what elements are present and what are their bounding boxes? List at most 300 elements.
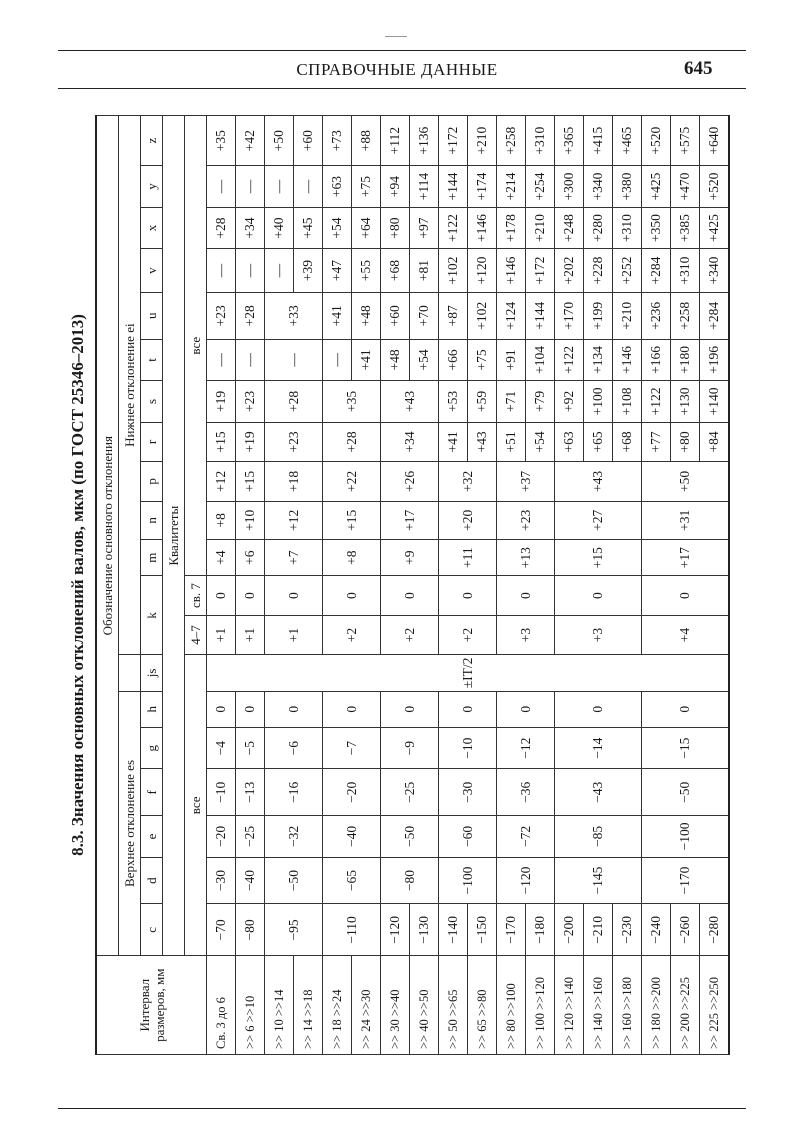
cell-t: +196 [700,339,730,381]
cell-c: −280 [700,904,730,956]
cell-v: — [265,249,294,293]
cell-u: +33 [265,292,323,339]
column-letter-g: g [141,727,163,769]
cell-s: +71 [497,381,526,423]
cell-v: +146 [497,249,526,293]
cell-k7: 0 [236,576,265,615]
cell-y: +254 [526,166,555,208]
cell-x: +146 [468,207,497,249]
cell-h: 0 [265,691,323,727]
cell-y: +144 [439,166,468,208]
cell-r: +80 [671,422,700,461]
cell-p: +50 [642,462,730,501]
column-letter-p: p [141,462,163,501]
cell-g: −12 [497,727,555,769]
column-letter-c: c [141,904,163,956]
cell-v: +202 [555,249,584,293]
page-number: 645 [684,58,713,79]
cell-r: +68 [613,422,642,461]
column-letter-e: e [141,816,163,858]
cell-c: −120 [381,904,410,956]
grades-all-upper: все [185,655,207,956]
table-row [207,116,236,1055]
column-letter-js: js [141,655,163,691]
cell-t: +91 [497,339,526,381]
cell-r: +51 [497,422,526,461]
column-letter-y: y [141,166,163,208]
cell-g: −7 [323,727,381,769]
cell-x: +385 [671,207,700,249]
cell-z: +640 [700,116,730,166]
cell-y: +470 [671,166,700,208]
cell-c: −210 [584,904,613,956]
cell-x: +350 [642,207,671,249]
cell-n: +15 [323,501,381,539]
cell-z: +112 [381,116,410,166]
cell-s: +53 [439,381,468,423]
cell-f: −20 [323,769,381,816]
grades-all-lower: все [185,116,207,576]
cell-u: +144 [526,292,555,339]
cell-c: −240 [642,904,671,956]
cell-u: +170 [555,292,584,339]
cell-x: +210 [526,207,555,249]
cell-s: +122 [642,381,671,423]
cell-z: +465 [613,116,642,166]
table-row [236,116,265,1055]
cell-r: +43 [468,422,497,461]
cell-r: +28 [323,422,381,461]
cell-v: +284 [642,249,671,293]
cell-u: +102 [468,292,497,339]
cell-v: +81 [410,249,439,293]
cell-x: +45 [294,207,323,249]
cell-r: +77 [642,422,671,461]
interval-cell: >> 40 >>50 [410,956,439,1055]
cell-y: — [236,166,265,208]
cell-m: +13 [497,540,555,576]
cell-t: — [265,339,323,381]
cell-k7: 0 [439,576,497,615]
cell-d: −120 [497,857,555,904]
cell-z: +415 [584,116,613,166]
cell-e: −100 [642,816,730,858]
cell-v: +252 [613,249,642,293]
cell-t: +134 [584,339,613,381]
cell-n: +17 [381,501,439,539]
interval-cell: >> 80 >>100 [497,956,526,1055]
cell-z: +520 [642,116,671,166]
cell-c: −140 [439,904,468,956]
k-grade-4-7: 4–7 [185,615,207,654]
cell-f: −16 [265,769,323,816]
cell-x: +64 [352,207,381,249]
cell-f: −10 [207,769,236,816]
cell-u: +258 [671,292,700,339]
cell-s: +59 [468,381,497,423]
cell-m: +8 [323,540,381,576]
top-mark [385,36,407,37]
cell-s: +28 [265,381,323,423]
cell-h: 0 [555,691,642,727]
interval-cell: >> 50 >>65 [439,956,468,1055]
cell-x: +54 [323,207,352,249]
column-letter-v: v [141,249,163,293]
blank-header [119,655,141,691]
cell-m: +15 [555,540,642,576]
cell-z: +365 [555,116,584,166]
cell-u: +48 [352,292,381,339]
cell-c: −110 [323,904,381,956]
cell-v: +39 [294,249,323,293]
cell-k7: 0 [265,576,323,615]
column-letter-s: s [141,381,163,423]
cell-g: −10 [439,727,497,769]
cell-s: +92 [555,381,584,423]
cell-d: −80 [381,857,439,904]
cell-f: −43 [555,769,642,816]
cell-y: — [265,166,294,208]
cell-m: +11 [439,540,497,576]
cell-z: +136 [410,116,439,166]
cell-s: +108 [613,381,642,423]
cell-c: −80 [236,904,265,956]
column-letter-u: u [141,292,163,339]
cell-z: +42 [236,116,265,166]
cell-y: +63 [323,166,352,208]
cell-p: +12 [207,462,236,501]
interval-cell: >> 24 >>30 [352,956,381,1055]
cell-k47: +1 [236,615,265,654]
cell-e: −32 [265,816,323,858]
cell-v: +228 [584,249,613,293]
cell-n: +10 [236,501,265,539]
cell-k47: +2 [439,615,497,654]
cell-y: +520 [700,166,730,208]
cell-h: 0 [236,691,265,727]
table-row [497,116,526,1055]
cell-m: +17 [642,540,730,576]
cell-d: −30 [207,857,236,904]
cell-t: +166 [642,339,671,381]
grades-header: Квалитеты [163,116,185,956]
column-letter-n: n [141,501,163,539]
cell-z: +73 [323,116,352,166]
table-row [381,116,410,1055]
cell-f: −30 [439,769,497,816]
cell-n: +23 [497,501,555,539]
cell-u: +210 [613,292,642,339]
cell-x: +280 [584,207,613,249]
cell-m: +4 [207,540,236,576]
cell-t: +75 [468,339,497,381]
table-body [207,116,730,1055]
cell-v: +68 [381,249,410,293]
cell-z: +35 [207,116,236,166]
cell-y: +174 [468,166,497,208]
cell-s: +43 [381,381,439,423]
cell-c: −200 [555,904,584,956]
cell-h: 0 [381,691,439,727]
cell-h: 0 [642,691,730,727]
cell-h: 0 [323,691,381,727]
column-letter-z: z [141,116,163,166]
cell-x: +178 [497,207,526,249]
cell-p: +26 [381,462,439,501]
cell-m: +9 [381,540,439,576]
cell-t: +146 [613,339,642,381]
cell-h: 0 [439,691,497,727]
cell-x: +28 [207,207,236,249]
cell-y: +114 [410,166,439,208]
column-letter-t: t [141,339,163,381]
cell-r: +63 [555,422,584,461]
interval-cell: >> 6 >>10 [236,956,265,1055]
cell-k7: 0 [381,576,439,615]
cell-e: −72 [497,816,555,858]
column-letter-d: d [141,857,163,904]
cell-d: −40 [236,857,265,904]
cell-e: −40 [323,816,381,858]
cell-t: +54 [410,339,439,381]
cell-p: +43 [555,462,642,501]
lower-deviation-header: Нижнее отклонение ei [119,116,141,655]
cell-y: +94 [381,166,410,208]
cell-g: −6 [265,727,323,769]
cell-y: — [294,166,323,208]
cell-x: +248 [555,207,584,249]
cell-u: +199 [584,292,613,339]
cell-r: +41 [439,422,468,461]
cell-k7: 0 [642,576,730,615]
cell-y: +340 [584,166,613,208]
cell-u: +41 [323,292,352,339]
cell-v: +340 [700,249,730,293]
cell-t: — [323,339,352,381]
cell-c: −170 [497,904,526,956]
cell-v: — [207,249,236,293]
column-letter-m: m [141,540,163,576]
interval-cell: Св. 3 до 6 [207,956,236,1055]
cell-x: +40 [265,207,294,249]
interval-cell: >> 200 >>225 [671,956,700,1055]
cell-x: +34 [236,207,265,249]
letters-row [141,116,163,1055]
cell-n: +12 [265,501,323,539]
interval-cell: >> 18 >>24 [323,956,352,1055]
cell-x: +425 [700,207,730,249]
cell-d: −145 [555,857,642,904]
column-letter-k: k [141,576,163,655]
cell-v: — [236,249,265,293]
cell-g: −4 [207,727,236,769]
cell-v: +310 [671,249,700,293]
cell-r: +15 [207,422,236,461]
cell-t: — [207,339,236,381]
cell-c: −230 [613,904,642,956]
cell-e: −50 [381,816,439,858]
cell-c: −260 [671,904,700,956]
cell-t: +48 [381,339,410,381]
table-row [265,116,294,1055]
cell-m: +7 [265,540,323,576]
table-header [96,116,207,1055]
footer-rule [58,1108,746,1109]
cell-t: +41 [352,339,381,381]
table-row [439,116,468,1055]
cell-s: +100 [584,381,613,423]
cell-m: +6 [236,540,265,576]
cell-u: +23 [207,292,236,339]
cell-y: +300 [555,166,584,208]
interval-cell: >> 10 >>14 [265,956,294,1055]
cell-z: +258 [497,116,526,166]
cell-e: −20 [207,816,236,858]
cell-v: +47 [323,249,352,293]
cell-u: +60 [381,292,410,339]
interval-cell: >> 14 >>18 [294,956,323,1055]
cell-r: +84 [700,422,730,461]
cell-k47: +1 [207,615,236,654]
interval-cell: >> 160 >>180 [613,956,642,1055]
cell-u: +70 [410,292,439,339]
cell-x: +122 [439,207,468,249]
cell-t: +180 [671,339,700,381]
cell-e: −25 [236,816,265,858]
cell-d: −100 [439,857,497,904]
column-letter-x: x [141,207,163,249]
cell-z: +575 [671,116,700,166]
cell-z: +88 [352,116,381,166]
cell-p: +32 [439,462,497,501]
cell-k7: 0 [497,576,555,615]
shaft-deviations-table [95,115,730,1055]
cell-z: +210 [468,116,497,166]
cell-k47: +3 [555,615,642,654]
table-row [323,116,352,1055]
cell-c: −95 [265,904,323,956]
column-letter-r: r [141,422,163,461]
cell-p: +22 [323,462,381,501]
cell-e: −60 [439,816,497,858]
cell-y: +425 [642,166,671,208]
cell-k7: 0 [207,576,236,615]
cell-f: −25 [381,769,439,816]
cell-n: +20 [439,501,497,539]
interval-cell: >> 100 >>120 [526,956,555,1055]
table-title: 8.3. Значения основных отклонений валов, мкм (по ГОСТ 25346–2013) [68,314,87,856]
table-row [642,116,671,1055]
cell-k47: +2 [381,615,439,654]
cell-v: +172 [526,249,555,293]
header-rule [58,88,746,89]
cell-v: +120 [468,249,497,293]
cell-e: −85 [555,816,642,858]
cell-y: +214 [497,166,526,208]
cell-t: +122 [555,339,584,381]
cell-t: +66 [439,339,468,381]
cell-k47: +3 [497,615,555,654]
cell-d: −170 [642,857,730,904]
table-row [555,116,584,1055]
upper-deviation-header: Верхнее отклонение es [119,691,141,956]
cell-k7: 0 [555,576,642,615]
cell-z: +60 [294,116,323,166]
cell-c: −70 [207,904,236,956]
cell-z: +310 [526,116,555,166]
cell-f: −36 [497,769,555,816]
cell-u: +28 [236,292,265,339]
cell-g: −14 [555,727,642,769]
cell-u: +236 [642,292,671,339]
cell-r: +65 [584,422,613,461]
cell-n: +27 [555,501,642,539]
running-title: СПРАВОЧНЫЕ ДАННЫЕ [296,60,498,79]
cell-t: +104 [526,339,555,381]
cell-k47: +4 [642,615,730,654]
rotated-table-block [65,115,755,1055]
cell-y: +75 [352,166,381,208]
cell-g: −15 [642,727,730,769]
cell-f: −13 [236,769,265,816]
column-letter-h: h [141,691,163,727]
interval-cell: >> 120 >>140 [555,956,584,1055]
cell-x: +310 [613,207,642,249]
cell-r: +54 [526,422,555,461]
cell-k7: 0 [323,576,381,615]
cell-u: +124 [497,292,526,339]
cell-h: 0 [497,691,555,727]
cell-s: +140 [700,381,730,423]
cell-r: +19 [236,422,265,461]
cell-c: −180 [526,904,555,956]
cell-u: +87 [439,292,468,339]
cell-c: −150 [468,904,497,956]
cell-k47: +1 [265,615,323,654]
cell-d: −65 [323,857,381,904]
cell-v: +102 [439,249,468,293]
cell-z: +50 [265,116,294,166]
interval-header: Интервал размеров, мм [96,956,207,1055]
cell-js: ±IT/2 [207,655,730,691]
cell-y: — [207,166,236,208]
cell-g: −9 [381,727,439,769]
cell-p: +15 [236,462,265,501]
cell-r: +34 [381,422,439,461]
cell-s: +19 [207,381,236,423]
cell-s: +23 [236,381,265,423]
cell-n: +8 [207,501,236,539]
interval-cell: >> 225 >>250 [700,956,730,1055]
k-grade-over-7: св. 7 [185,576,207,615]
interval-cell: >> 30 >>40 [381,956,410,1055]
cell-h: 0 [207,691,236,727]
cell-u: +284 [700,292,730,339]
interval-cell: >> 140 >>160 [584,956,613,1055]
cell-f: −50 [642,769,730,816]
cell-n: +31 [642,501,730,539]
top-rule [58,50,746,51]
cell-x: +80 [381,207,410,249]
cell-c: −130 [410,904,439,956]
column-letter-f: f [141,769,163,816]
designation-header: Обозначение основного отклонения [96,116,119,956]
cell-s: +130 [671,381,700,423]
cell-p: +18 [265,462,323,501]
cell-k47: +2 [323,615,381,654]
cell-g: −5 [236,727,265,769]
cell-x: +97 [410,207,439,249]
